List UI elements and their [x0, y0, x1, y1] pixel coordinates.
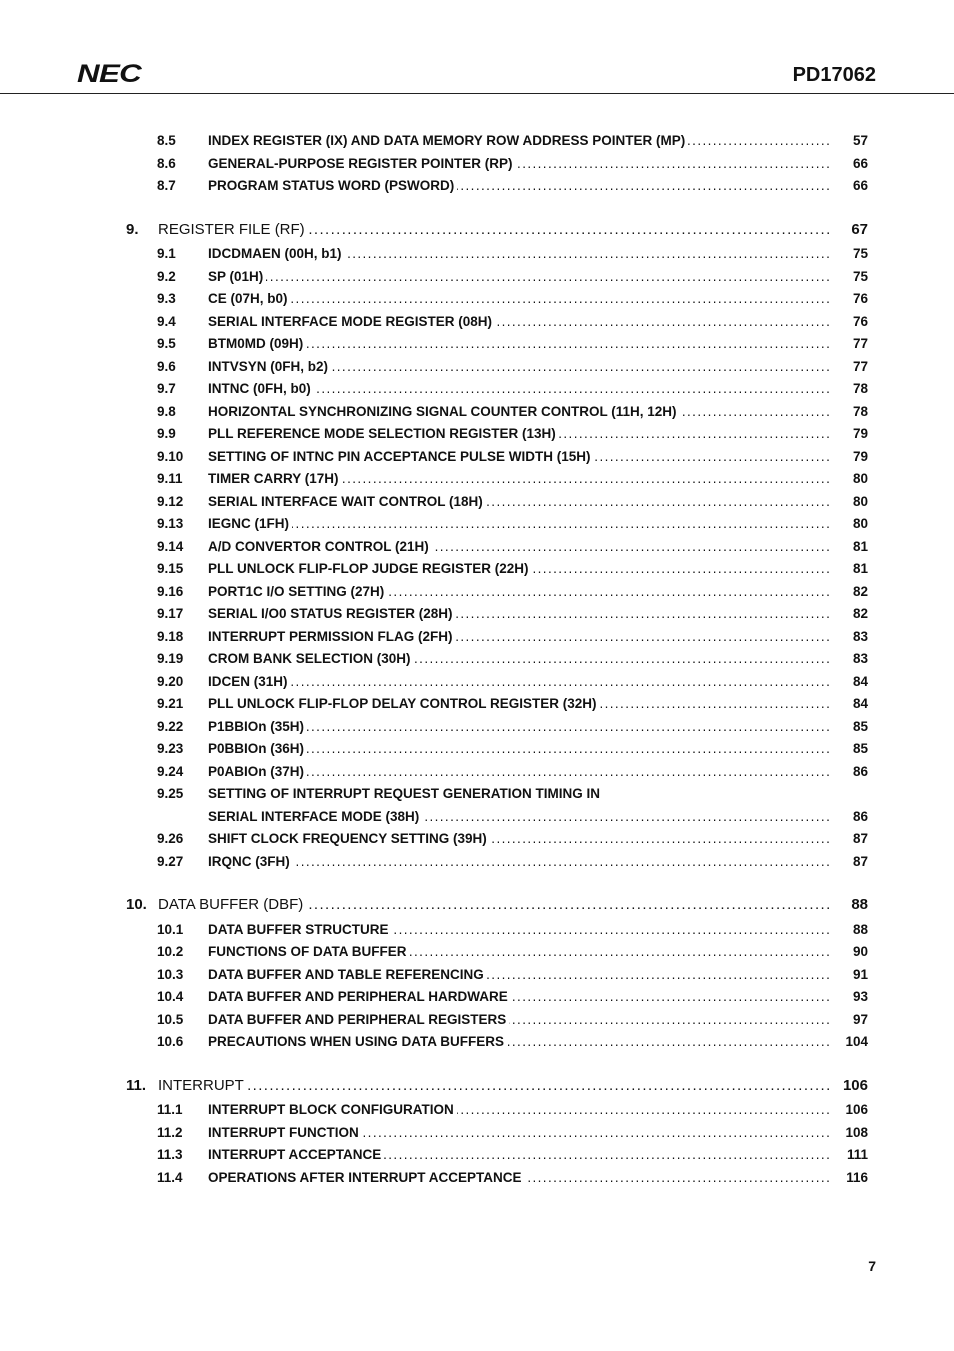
- toc-entry-number: 9.18: [157, 629, 184, 644]
- toc-entry-page: 81: [852, 561, 868, 576]
- toc-entry-title-leader: [208, 582, 829, 602]
- toc-entry-title: IDCDMAEN (00H, b1): [208, 246, 345, 261]
- toc-section-row[interactable]: [0, 784, 954, 804]
- toc-entry-title-leader: [208, 739, 829, 759]
- toc-section-row[interactable]: [0, 672, 954, 692]
- toc-section-row[interactable]: [0, 1123, 954, 1143]
- toc-section-row[interactable]: [0, 1168, 954, 1188]
- toc-entry-title-leader: [208, 447, 829, 467]
- toc-section-row[interactable]: [0, 739, 954, 759]
- toc-section-row[interactable]: [0, 1100, 954, 1120]
- toc-section-row[interactable]: [0, 920, 954, 940]
- toc-entry-title: SETTING OF INTNC PIN ACCEPTANCE PULSE WIDTH (15H): [208, 449, 594, 464]
- toc-entry-title-leader: [208, 559, 829, 579]
- toc-entry-number: 9.13: [157, 516, 184, 531]
- toc-entry-page: 93: [852, 989, 868, 1004]
- toc-entry-title-leader: [208, 829, 829, 849]
- toc-entry-title-leader: [208, 694, 829, 714]
- toc-section-row[interactable]: [0, 447, 954, 467]
- toc-entry-title-leader: [208, 379, 829, 399]
- toc-section-row[interactable]: [0, 154, 954, 174]
- toc-section-row[interactable]: [0, 852, 954, 872]
- toc-entry-number: 8.6: [157, 156, 176, 171]
- toc-section-row[interactable]: [0, 649, 954, 669]
- toc-entry-page: 88: [852, 922, 868, 937]
- toc-entry-title: SHIFT CLOCK FREQUENCY SETTING (39H): [208, 831, 490, 846]
- toc-entry-title-leader: [208, 784, 829, 804]
- toc-entry-page: 84: [852, 696, 868, 711]
- nec-logo: NEC: [77, 60, 142, 88]
- toc-section-row[interactable]: [0, 289, 954, 309]
- toc-entry-title: PROGRAM STATUS WORD (PSWORD): [208, 178, 457, 193]
- toc-entry-page: 97: [852, 1012, 868, 1027]
- toc-entry-title-leader: [158, 220, 829, 240]
- toc-entry-title: IDCEN (31H): [208, 674, 291, 689]
- toc-entry-page: 76: [852, 314, 868, 329]
- toc-section-row[interactable]: [0, 402, 954, 422]
- toc-entry-title-leader: [208, 537, 829, 557]
- toc-entry-number: 11.: [126, 1077, 147, 1094]
- toc-entry-page: 86: [852, 764, 868, 779]
- toc-section-row[interactable]: [0, 987, 954, 1007]
- toc-section-row[interactable]: [0, 694, 954, 714]
- toc-entry-page: 80: [852, 494, 868, 509]
- toc-entry-title: INTERRUPT ACCEPTANCE: [208, 1147, 384, 1162]
- toc-entry-number: 9.20: [157, 674, 184, 689]
- toc-entry-title-leader: [208, 131, 829, 151]
- toc-entry-number: 9.19: [157, 651, 184, 666]
- toc-entry-number: 9.22: [157, 719, 184, 734]
- toc-entry-page: 81: [852, 539, 868, 554]
- toc-entry-title-leader: [208, 312, 829, 332]
- toc-entry-title: SP (01H): [208, 269, 266, 284]
- toc-entry-title: OPERATIONS AFTER INTERRUPT ACCEPTANCE: [208, 1170, 525, 1185]
- toc-section-row[interactable]: [0, 379, 954, 399]
- toc-entry-page: 82: [852, 606, 868, 621]
- toc-entry-number: 9.11: [157, 471, 183, 486]
- toc-section-row[interactable]: [0, 357, 954, 377]
- toc-entry-title: BTM0MD (09H): [208, 336, 306, 351]
- toc-entry-page: 79: [852, 449, 868, 464]
- toc-section-row[interactable]: [0, 267, 954, 287]
- toc-entry-title-leader: [208, 469, 829, 489]
- toc-entry-page: 104: [845, 1034, 868, 1049]
- toc-entry-page: 76: [852, 291, 868, 306]
- toc-entry-number: 11.2: [157, 1125, 183, 1140]
- toc-entry-number: 9.26: [157, 831, 184, 846]
- toc-entry-title-leader: [208, 267, 829, 287]
- toc-entry-page: 66: [852, 178, 868, 193]
- toc-section-row[interactable]: [0, 244, 954, 264]
- toc-entry-title-leader: [208, 987, 829, 1007]
- toc-section-row[interactable]: [0, 604, 954, 624]
- toc-entry-page: 106: [845, 1102, 868, 1117]
- toc-entry-page: 116: [846, 1170, 868, 1185]
- toc-entry-title-leader: [208, 604, 829, 624]
- toc-entry-number: 9.15: [157, 561, 184, 576]
- header-rule: [0, 93, 954, 94]
- toc-entry-title: DATA BUFFER STRUCTURE: [208, 922, 391, 937]
- toc-entry-page: 88: [851, 896, 868, 913]
- toc-entry-title-leader: [208, 357, 829, 377]
- toc-entry-title: CE (07H, b0): [208, 291, 291, 306]
- toc-section-row[interactable]: [0, 334, 954, 354]
- toc-section-row[interactable]: [0, 1145, 954, 1165]
- toc-entry-number: 9.7: [157, 381, 176, 396]
- toc-entry-title: DATA BUFFER AND PERIPHERAL REGISTERS: [208, 1012, 509, 1027]
- toc-entry-title: IEGNC (1FH): [208, 516, 292, 531]
- toc-entry-page: 75: [852, 246, 868, 261]
- toc-entry-number: 9.14: [157, 539, 184, 554]
- toc-entry-title: CROM BANK SELECTION (30H): [208, 651, 414, 666]
- toc-entry-title-leader: [208, 920, 829, 940]
- toc-section-row[interactable]: [0, 424, 954, 444]
- toc-section-row[interactable]: [0, 582, 954, 602]
- toc-entry-title-leader: [208, 1032, 829, 1052]
- toc-entry-page: 90: [852, 944, 868, 959]
- toc-entry-title: P0BBIOn (36H): [208, 741, 307, 756]
- toc-section-row[interactable]: [0, 942, 954, 962]
- toc-section-row[interactable]: [0, 627, 954, 647]
- toc-entry-number: 9.1: [157, 246, 176, 261]
- toc-entry-page: 85: [852, 719, 868, 734]
- toc-entry-title-leader: [208, 424, 829, 444]
- toc-entry-title: INTNC (0FH, b0): [208, 381, 314, 396]
- toc-entry-page: 84: [852, 674, 868, 689]
- toc-entry-title-leader: [208, 514, 829, 534]
- toc-chapter-row[interactable]: [0, 220, 954, 240]
- toc-entry-title-leader: [208, 492, 829, 512]
- toc-section-row[interactable]: [0, 559, 954, 579]
- toc-entry-title-leader: [208, 942, 829, 962]
- toc-entry-title-leader: [208, 672, 829, 692]
- toc-section-row[interactable]: [0, 312, 954, 332]
- toc-entry-title: SERIAL INTERFACE MODE (38H): [208, 809, 422, 824]
- toc-entry-page: 78: [852, 381, 868, 396]
- toc-section-row[interactable]: [0, 1010, 954, 1030]
- toc-entry-title-leader: [208, 965, 829, 985]
- toc-entry-title: PRECAUTIONS WHEN USING DATA BUFFERS: [208, 1034, 507, 1049]
- toc-entry-title-leader: [208, 154, 829, 174]
- toc-section-row[interactable]: [0, 492, 954, 512]
- toc-entry-title: INTERRUPT FUNCTION: [208, 1125, 362, 1140]
- toc-entry-number: 9.4: [157, 314, 176, 329]
- toc-chapter-row[interactable]: [0, 1076, 954, 1096]
- toc-entry-title-leader: [208, 852, 829, 872]
- toc-entry-number: 9.27: [157, 854, 184, 869]
- toc-entry-page: 83: [852, 629, 868, 644]
- page-number: 7: [868, 1258, 876, 1274]
- toc-entry-number: 8.7: [157, 178, 176, 193]
- toc-entry-title-leader: [208, 289, 829, 309]
- toc-entry-title: FUNCTIONS OF DATA BUFFER: [208, 944, 409, 959]
- toc-entry-page: 82: [852, 584, 868, 599]
- toc-entry-page: 77: [852, 336, 868, 351]
- toc-entry-title: SERIAL INTERFACE WAIT CONTROL (18H): [208, 494, 486, 509]
- toc-entry-title: INDEX REGISTER (IX) AND DATA MEMORY ROW ADDRESS POINTER (MP): [208, 133, 688, 148]
- toc-entry-page: 80: [852, 471, 868, 486]
- toc-entry-title: INTERRUPT PERMISSION FLAG (2FH): [208, 629, 456, 644]
- toc-section-row[interactable]: [0, 829, 954, 849]
- page-header: [0, 0, 954, 94]
- toc-entry-number: 10.: [126, 896, 147, 913]
- toc-entry-page: 57: [852, 133, 868, 148]
- toc-entry-title-leader: [208, 717, 829, 737]
- toc-entry-number: 9.16: [157, 584, 184, 599]
- toc-entry-page: 78: [852, 404, 868, 419]
- toc-entry-number: 9.12: [157, 494, 184, 509]
- toc-entry-title-leader: [208, 762, 829, 782]
- toc-entry-page: 83: [852, 651, 868, 666]
- toc-entry-title-leader: [208, 402, 829, 422]
- toc-entry-number: 10.2: [157, 944, 184, 959]
- document-id: PD17062: [792, 64, 876, 86]
- toc-chapter-row[interactable]: [0, 895, 954, 915]
- toc-entry-title: GENERAL-PURPOSE REGISTER POINTER (RP): [208, 156, 516, 171]
- toc-entry-title: IRQNC (3FH): [208, 854, 293, 869]
- toc-entry-page: 86: [852, 809, 868, 824]
- toc-entry-title-leader: [208, 807, 829, 827]
- toc-entry-number: 9.3: [157, 291, 176, 306]
- toc-entry-title: INTERRUPT BLOCK CONFIGURATION: [208, 1102, 457, 1117]
- toc-entry-title-leader: [208, 1145, 829, 1165]
- toc-entry-title-leader: [158, 895, 829, 915]
- toc-entry-number: 10.4: [157, 989, 184, 1004]
- toc-section-row[interactable]: [0, 537, 954, 557]
- toc-entry-title-leader: [208, 649, 829, 669]
- toc-entry-number: 9.: [126, 221, 139, 238]
- toc-entry-number: 11.3: [157, 1147, 183, 1162]
- toc-section-row[interactable]: [0, 965, 954, 985]
- toc-entry-page: 87: [852, 854, 868, 869]
- toc-entry-number: 9.6: [157, 359, 176, 374]
- toc-entry-number: 9.8: [157, 404, 176, 419]
- toc-entry-page: 67: [851, 221, 868, 238]
- toc-entry-title: REGISTER FILE (RF): [158, 221, 308, 238]
- toc-entry-number: 10.1: [157, 922, 184, 937]
- toc-entry-page: 108: [845, 1125, 868, 1140]
- toc-entry-title-leader: [158, 1076, 829, 1096]
- toc-entry-number: 11.4: [157, 1170, 183, 1185]
- toc-entry-title: PLL UNLOCK FLIP-FLOP JUDGE REGISTER (22H): [208, 561, 532, 576]
- toc-entry-number: 10.3: [157, 967, 184, 982]
- toc-entry-number: 9.24: [157, 764, 184, 779]
- toc-entry-title-leader: [208, 1010, 829, 1030]
- toc-section-row[interactable]: [0, 176, 954, 196]
- toc-entry-number: 10.6: [157, 1034, 184, 1049]
- toc-entry-title-leader: [208, 1123, 829, 1143]
- toc-entry-page: 106: [842, 1077, 868, 1094]
- toc-entry-title-leader: [208, 176, 829, 196]
- toc-section-row[interactable]: [0, 514, 954, 534]
- toc-entry-number: 8.5: [157, 133, 176, 148]
- toc-entry-number: 9.2: [157, 269, 176, 284]
- toc-entry-number: 9.5: [157, 336, 176, 351]
- toc-entry-number: 9.21: [157, 696, 184, 711]
- toc-entry-page: 111: [846, 1147, 868, 1162]
- toc-section-row[interactable]: [0, 131, 954, 151]
- toc-entry-title: SERIAL INTERFACE MODE REGISTER (08H): [208, 314, 495, 329]
- toc-entry-title: DATA BUFFER AND PERIPHERAL HARDWARE: [208, 989, 511, 1004]
- toc-entry-title: TIMER CARRY (17H): [208, 471, 342, 486]
- toc-entry-title: INTVSYN (0FH, b2): [208, 359, 331, 374]
- toc-section-row[interactable]: [0, 807, 954, 827]
- toc-section-row[interactable]: [0, 1032, 954, 1052]
- toc-entry-page: 85: [852, 741, 868, 756]
- toc-entry-number: 9.9: [157, 426, 176, 441]
- toc-entry-title-leader: [208, 1100, 829, 1120]
- toc-entry-title-leader: [208, 334, 829, 354]
- toc-entry-title: HORIZONTAL SYNCHRONIZING SIGNAL COUNTER CONTROL (11H, 12H): [208, 404, 680, 419]
- toc-entry-page: 87: [852, 831, 868, 846]
- toc-entry-title: PORT1C I/O SETTING (27H): [208, 584, 387, 599]
- toc-entry-page: 80: [852, 516, 868, 531]
- toc-entry-title-leader: [208, 1168, 829, 1188]
- toc-entry-title: DATA BUFFER AND TABLE REFERENCING: [208, 967, 487, 982]
- toc-entry-page: 66: [852, 156, 868, 171]
- toc-entry-number: 11.1: [157, 1102, 183, 1117]
- toc-entry-title: SETTING OF INTERRUPT REQUEST GENERATION TIMING IN: [208, 786, 603, 801]
- toc-entry-number: 10.5: [157, 1012, 184, 1027]
- toc-section-row[interactable]: [0, 762, 954, 782]
- toc-entry-title: DATA BUFFER (DBF): [158, 896, 306, 913]
- toc-entry-title: SERIAL I/O0 STATUS REGISTER (28H): [208, 606, 456, 621]
- toc-entry-page: 91: [852, 967, 868, 982]
- toc-entry-title-leader: [208, 627, 829, 647]
- toc-entry-title: INTERRUPT: [158, 1077, 247, 1094]
- toc-entry-number: 9.25: [157, 786, 184, 801]
- toc-entry-title: A/D CONVERTOR CONTROL (21H): [208, 539, 432, 554]
- toc-section-row[interactable]: [0, 717, 954, 737]
- toc-entry-title: PLL UNLOCK FLIP-FLOP DELAY CONTROL REGISTER (32H): [208, 696, 600, 711]
- toc-entry-number: 9.17: [157, 606, 184, 621]
- toc-entry-number: 9.10: [157, 449, 184, 464]
- toc-section-row[interactable]: [0, 469, 954, 489]
- toc-entry-page: 75: [852, 269, 868, 284]
- toc-entry-page: 77: [852, 359, 868, 374]
- toc-entry-title: P1BBIOn (35H): [208, 719, 307, 734]
- toc-entry-number: 9.23: [157, 741, 184, 756]
- toc-entry-title-leader: [208, 244, 829, 264]
- toc-entry-title: PLL REFERENCE MODE SELECTION REGISTER (13H): [208, 426, 559, 441]
- toc-entry-page: 79: [852, 426, 868, 441]
- toc-entry-title: P0ABIOn (37H): [208, 764, 307, 779]
